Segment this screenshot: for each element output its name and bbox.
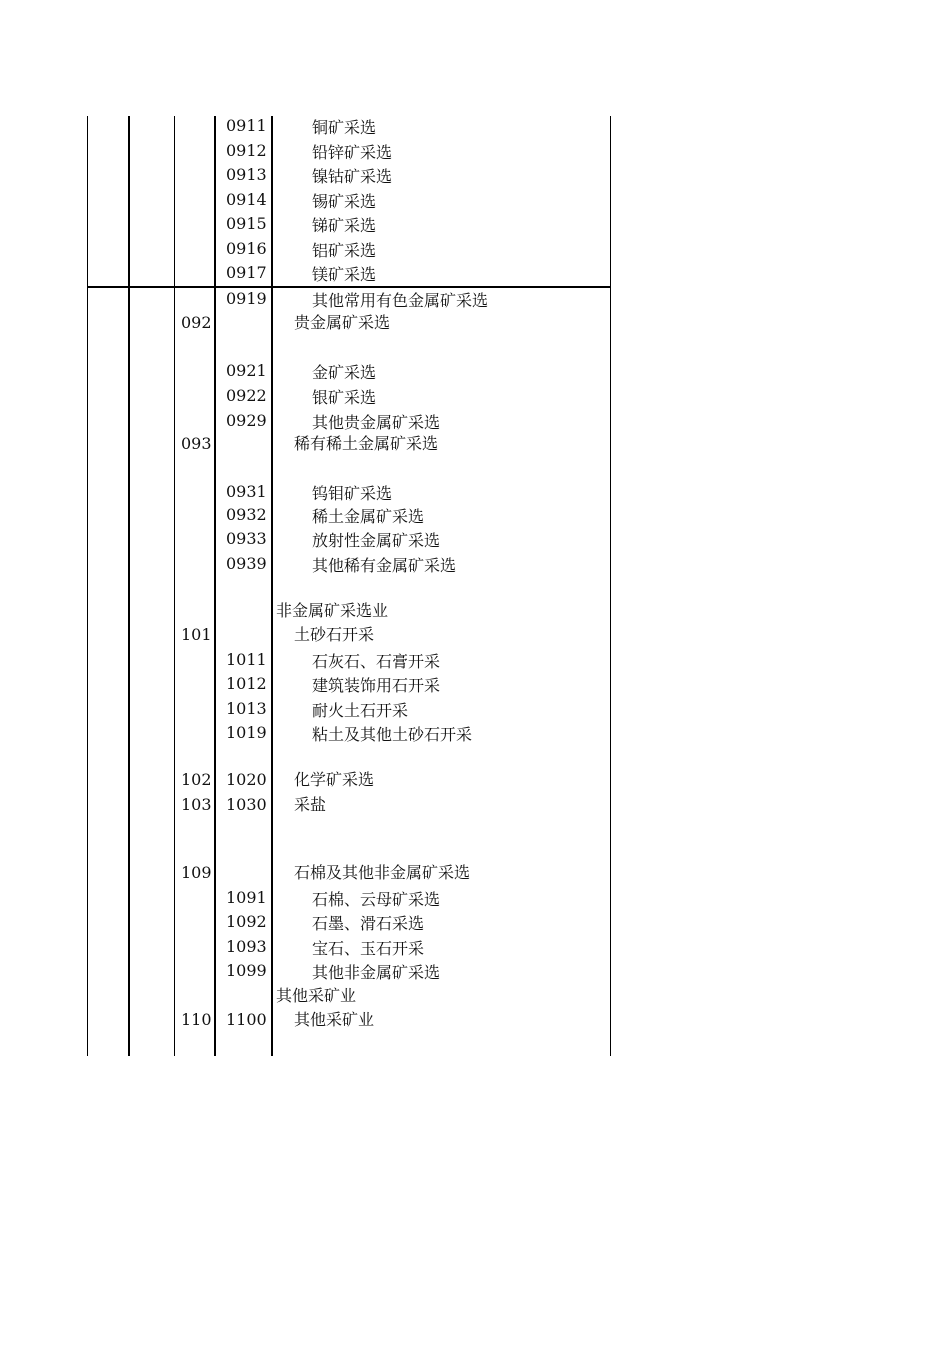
group-code: 101: [181, 625, 212, 644]
class-code: 1100: [226, 1010, 267, 1029]
class-code: 1092: [226, 912, 267, 931]
industry-name: 其他非金属矿采选: [312, 963, 441, 982]
column-border-6: [610, 116, 611, 1056]
class-code: 1013: [226, 699, 267, 718]
category-name: 非金属矿采选业: [276, 601, 389, 620]
class-code: 0913: [226, 165, 267, 184]
industry-name: 镁矿采选: [312, 265, 377, 284]
group-code: 109: [181, 863, 212, 882]
industry-name: 铝矿采选: [312, 241, 377, 260]
group-code: 110: [181, 1010, 212, 1029]
row-divider: [87, 286, 611, 288]
industry-name: 锡矿采选: [312, 192, 377, 211]
industry-name: 石棉及其他非金属矿采选: [294, 863, 471, 882]
class-code: 1019: [226, 723, 267, 742]
class-code: 0917: [226, 263, 267, 282]
industry-name: 石墨、滑石采选: [312, 914, 425, 933]
industry-name: 其他采矿业: [294, 1010, 375, 1029]
column-border-3: [174, 116, 175, 1056]
industry-name: 石灰石、石膏开采: [312, 652, 441, 671]
industry-name: 铜矿采选: [312, 118, 377, 137]
column-border-1: [87, 116, 88, 1056]
industry-name: 银矿采选: [312, 388, 377, 407]
class-code: 1012: [226, 674, 267, 693]
industry-name: 贵金属矿采选: [294, 313, 391, 332]
industry-name: 镍钴矿采选: [312, 167, 393, 186]
class-code: 1020: [226, 770, 267, 789]
industry-name: 土砂石开采: [294, 625, 375, 644]
class-code: 1091: [226, 888, 267, 907]
group-code: 103: [181, 795, 212, 814]
industry-name: 化学矿采选: [294, 770, 375, 789]
class-code: 1099: [226, 961, 267, 980]
group-code: 092: [181, 313, 212, 332]
class-code: 0933: [226, 529, 267, 548]
class-code: 1030: [226, 795, 267, 814]
group-code: 102: [181, 770, 212, 789]
column-border-4: [214, 116, 216, 1056]
industry-name: 钨钼矿采选: [312, 484, 393, 503]
industry-name: 铅锌矿采选: [312, 143, 393, 162]
class-code: 0919: [226, 289, 267, 308]
industry-name: 建筑装饰用石开采: [312, 676, 441, 695]
group-code: 093: [181, 434, 212, 453]
class-code: 0939: [226, 554, 267, 573]
class-code: 0912: [226, 141, 267, 160]
industry-name: 其他贵金属矿采选: [312, 413, 441, 432]
class-code: 0915: [226, 214, 267, 233]
industry-name: 放射性金属矿采选: [312, 531, 441, 550]
industry-name: 宝石、玉石开采: [312, 939, 425, 958]
industry-name: 其他常用有色金属矿采选: [312, 291, 489, 310]
category-name: 其他采矿业: [276, 986, 357, 1005]
class-code: 0916: [226, 239, 267, 258]
class-code: 0922: [226, 386, 267, 405]
class-code: 1093: [226, 937, 267, 956]
industry-name: 石棉、云母矿采选: [312, 890, 441, 909]
column-border-5: [271, 116, 273, 1056]
column-border-2: [128, 116, 130, 1056]
industry-name: 稀有稀土金属矿采选: [294, 434, 439, 453]
industry-name: 采盐: [294, 795, 327, 814]
class-code: 0914: [226, 190, 267, 209]
class-code: 1011: [226, 650, 267, 669]
class-code: 0929: [226, 411, 267, 430]
industry-name: 耐火土石开采: [312, 701, 409, 720]
industry-name: 锑矿采选: [312, 216, 377, 235]
class-code: 0911: [226, 116, 267, 135]
industry-name: 粘土及其他土砂石开采: [312, 725, 473, 744]
industry-name: 金矿采选: [312, 363, 377, 382]
class-code: 0932: [226, 505, 267, 524]
industry-name: 稀土金属矿采选: [312, 507, 425, 526]
class-code: 0931: [226, 482, 267, 501]
class-code: 0921: [226, 361, 267, 380]
industry-name: 其他稀有金属矿采选: [312, 556, 457, 575]
